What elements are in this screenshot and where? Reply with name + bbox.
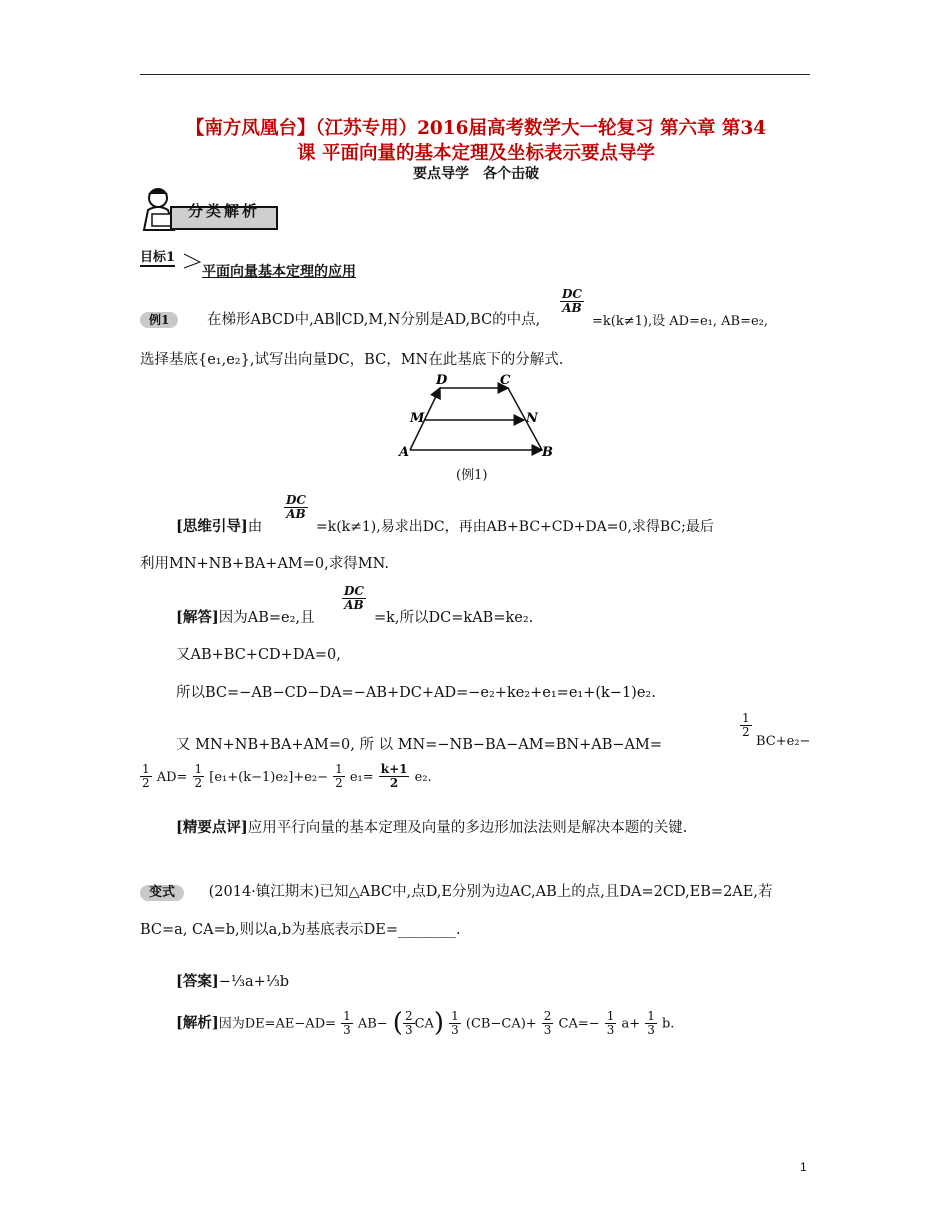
hint-line1: [思维引导]由	[176, 518, 263, 535]
hint-line1-tail: =k(k≠1),易求出DC，再由AB+BC+CD+DA=0,求得BC;最后	[316, 519, 714, 535]
trapezoid-figure	[396, 372, 556, 464]
hint-fraction: $\frac{DC}{AB}$	[286, 493, 306, 521]
title-line-1: 【南方凤凰台】（江苏专用）2016届高考数学大一轮复习 第六章 第34	[185, 118, 767, 139]
svg-text:N: N	[526, 411, 538, 426]
solution-line1: [解答]因为AB=e₂,且	[176, 609, 315, 626]
banner-label: 分类解析	[188, 202, 261, 220]
page-subtitle: 要点导学 各个击破	[413, 166, 539, 182]
variant-line1: 变式 (2014·镇江期末)已知△ABC中,点D,E分别为边AC,AB上的点,且DA=2CD,EB=2AE,若	[140, 882, 772, 902]
hint-line2: 利用MN+NB+BA+AM=0,求得MN.	[140, 556, 389, 572]
solution-line4-tail: BC+e₂−	[756, 734, 811, 749]
analysis-label: [解析]	[176, 1014, 219, 1032]
goal-tag: 目标1	[140, 250, 176, 265]
hint-label: [思维引导]	[176, 518, 248, 535]
solution-label: [解答]	[176, 609, 219, 626]
solution-line5: $\frac{1}{2}$ AD= $\frac{1}{2}$ [e₁+(k−1)e₂]+e₂− $\frac{1}{2}$ e₁= $\frac{k+1}{2}$ e₂.	[142, 762, 432, 790]
page-number: 1	[800, 1160, 807, 1174]
solution-line2: 又AB+BC+CD+DA=0,	[176, 647, 341, 663]
svg-text:B: B	[542, 445, 553, 460]
comment-label: [精要点评]	[176, 819, 248, 836]
goal-title: 平面向量基本定理的应用	[202, 264, 356, 280]
ratio-den: AB	[562, 301, 582, 315]
answer-line: [答案]−⅓a+⅓b	[176, 973, 290, 990]
ratio-fraction	[560, 288, 584, 315]
arrow-icon	[182, 250, 202, 270]
solution-line4-frac: $\frac{1}{2}$	[742, 711, 750, 739]
answer-label: [答案]	[176, 973, 219, 990]
solution-fraction: $\frac{DC}{AB}$	[344, 584, 364, 612]
ratio-num: DC	[562, 287, 582, 301]
svg-text:C: C	[500, 373, 511, 388]
section-banner	[140, 186, 280, 232]
page-title	[140, 116, 812, 166]
example1-line1	[140, 310, 540, 330]
figure-caption: (例1)	[456, 468, 488, 483]
example1-line2: 选择基底{e₁,e₂},试写出向量DC，BC，MN在此基底下的分解式.	[140, 352, 564, 368]
goal-header	[140, 246, 175, 265]
variant-tag: 变式	[140, 885, 184, 901]
example1-text: 在梯形ABCD中,AB∥CD,M,N分别是AD,BC的中点,	[206, 312, 541, 328]
analysis-line: [解析]因为DE=AE−AD= $\frac{1}{3}$ AB− ( $\frac{2}{3}$ CA) $\frac{1}{3}$ (CB−CA)+ $\frac{2}{3}$ CA=− $\frac{1}{3}$ a+ $\frac{1}{3}$ b.	[176, 1008, 675, 1038]
header-rule	[140, 74, 810, 75]
solution-line3: 所以BC=−AB−CD−DA=−AB+DC+AD=−e₂+ke₂+e₁=e₁+(k−1)e₂.	[176, 685, 656, 701]
svg-text:M: M	[410, 411, 425, 426]
example1-tag: 例1	[140, 312, 178, 328]
title-line-2: 课 平面向量的基本定理及坐标表示要点导学	[297, 143, 655, 164]
svg-text:D: D	[436, 373, 448, 388]
svg-text:A: A	[399, 445, 410, 460]
solution-line4: 又 MN+NB+BA+AM=0, 所 以 MN=−NB−BA−AM=BN+AB−AM=	[176, 737, 662, 753]
solution-line1-tail: =k,所以DC=kAB=ke₂.	[374, 610, 534, 626]
example1-line1-tail: =k(k≠1),设 AD=e₁, AB=e₂,	[592, 314, 768, 329]
comment-line: [精要点评]应用平行向量的基本定理及向量的多边形加法法则是解决本题的关键.	[176, 819, 688, 836]
variant-line2: BC=a, CA=b,则以a,b为基底表示DE=________.	[140, 922, 461, 938]
